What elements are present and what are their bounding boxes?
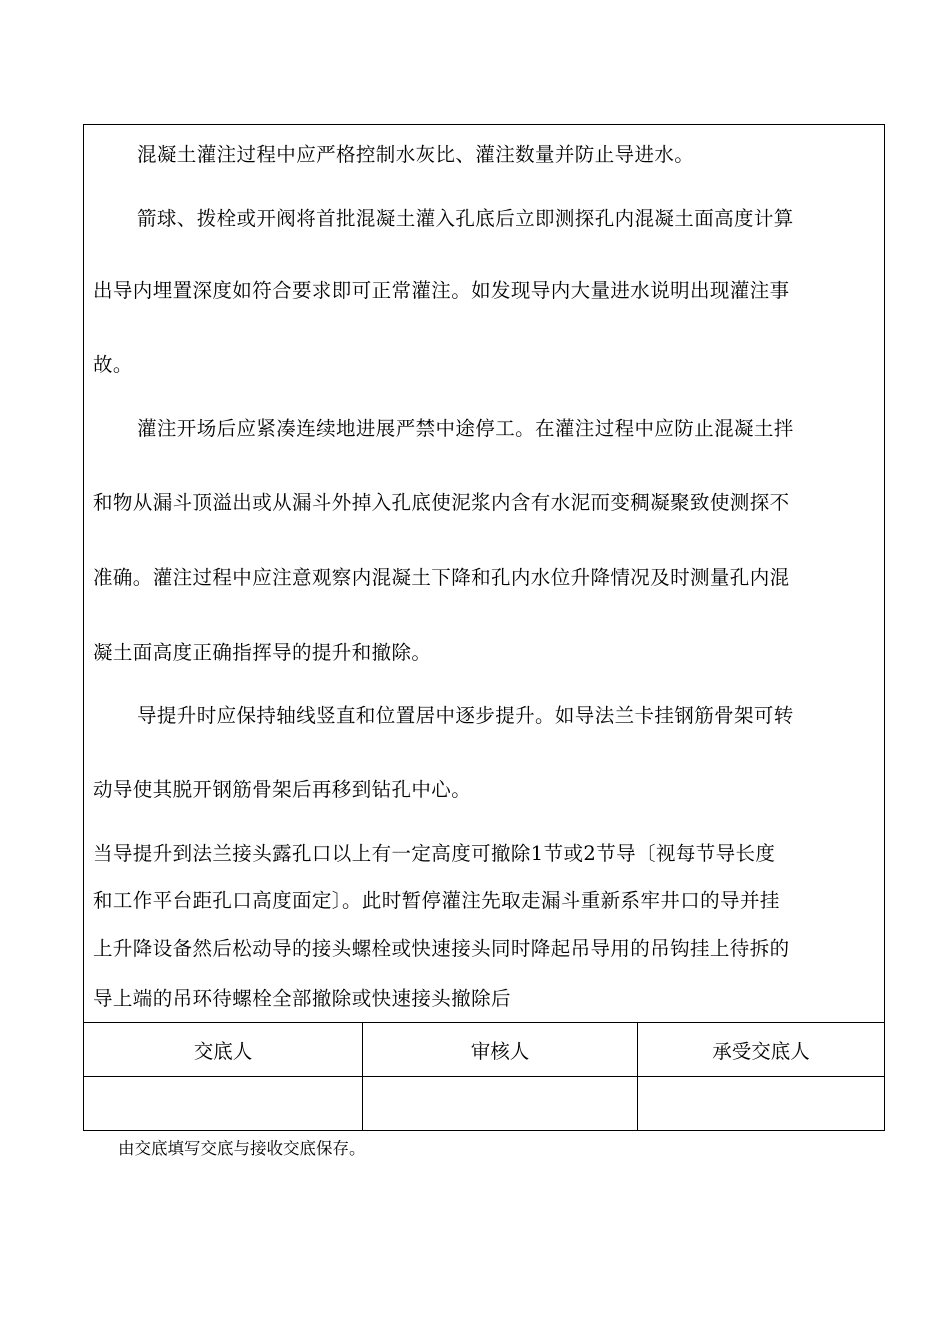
receiver-signature-field[interactable] <box>638 1077 884 1130</box>
paragraph-line: 和物从漏斗顶溢出或从漏斗外掉入孔底使泥浆内含有水泥而变稠凝聚致使测探不 <box>93 491 790 514</box>
disclosure-table <box>83 124 885 1131</box>
discloser-label: 交底人 <box>84 1023 363 1076</box>
signature-header-row <box>84 1023 884 1077</box>
reviewer-signature-field[interactable] <box>363 1077 638 1130</box>
receiver-label: 承受交底人 <box>712 1039 810 1063</box>
paragraph-line: 凝土面高度正确指挥导的提升和撤除。 <box>93 641 432 664</box>
reviewer-label: 审核人 <box>363 1023 638 1076</box>
paragraph-line: 导提升时应保持轴线竖直和位置居中逐步提升。如导法兰卡挂钢筋骨架可转 <box>137 704 794 727</box>
discloser-signature-field[interactable] <box>84 1077 363 1130</box>
paragraph-line: 准确。灌注过程中应注意观察内混凝土下降和孔内水位升降情况及时测量孔内混 <box>93 566 790 589</box>
paragraph-line: 出导内埋置深度如符合要求即可正常灌注。如发现导内大量进水说明出现灌注事 <box>93 279 790 302</box>
paragraph-line: 动导使其脱开钢筋骨架后再移到钻孔中心。 <box>93 778 472 801</box>
paragraph-line: 故。 <box>93 353 133 376</box>
signature-blank-row <box>84 1077 884 1130</box>
paragraph-line: 导上端的吊环待螺栓全部撤除或快速接头撤除后 <box>93 987 511 1010</box>
paragraph-line: 灌注开场后应紧凑连续地进展严禁中途停工。在灌注过程中应防止混凝土拌 <box>137 417 794 440</box>
content-cell <box>84 125 884 1023</box>
footnote: 由交底填写交底与接收交底保存。 <box>118 1139 366 1158</box>
paragraph-line: 上升降设备然后松动导的接头螺栓或快速接头同时降起吊导用的吊钩挂上待拆的 <box>93 937 790 960</box>
paragraph-line: 和工作平台距孔口高度面定〕。此时暂停灌注先取走漏斗重新系牢井口的导并挂 <box>93 889 780 912</box>
paragraph-line: 当导提升到法兰接头露孔口以上有一定高度可撤除1节或2节导〔视每节导长度 <box>93 842 776 865</box>
paragraph-line: 箭球、拨栓或开阀将首批混凝土灌入孔底后立即测探孔内混凝土面高度计算 <box>137 207 794 230</box>
paragraph-line: 混凝土灌注过程中应严格控制水灰比、灌注数量并防止导进水。 <box>137 143 695 166</box>
